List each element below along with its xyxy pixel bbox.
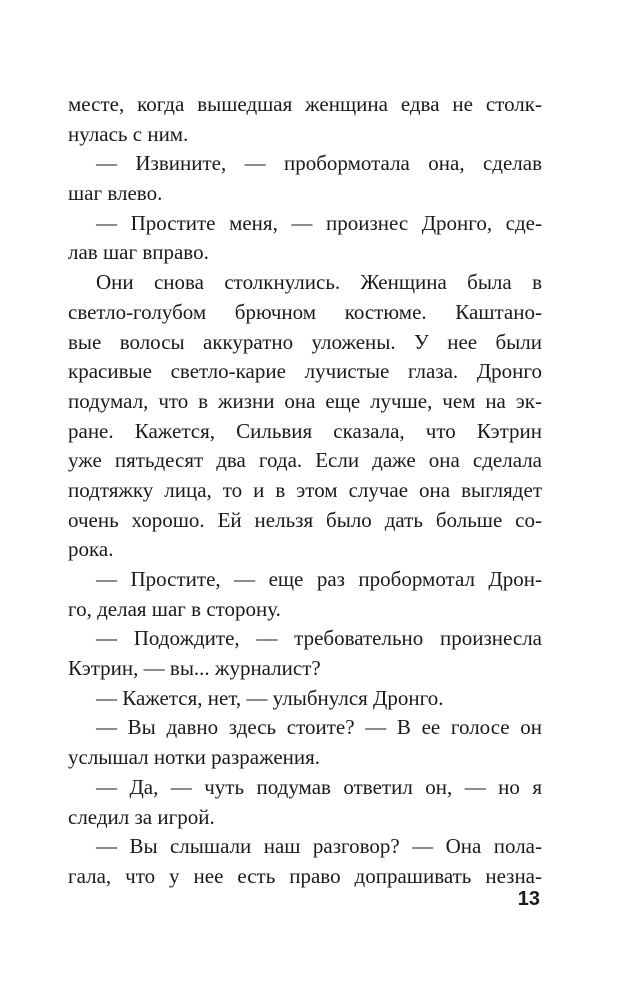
text-line: очень хорошо. Ей нельзя было дать больше со-	[68, 507, 542, 532]
text-line: рока.	[68, 537, 114, 562]
text-line: — Вы слышали наш разговор? — Она пола-	[96, 834, 542, 859]
page-body-text	[68, 90, 542, 892]
text-line: ране. Кажется, Сильвия сказала, что Кэтрин	[68, 418, 542, 443]
text-line: — Кажется, нет, — улыбнулся Дронго.	[96, 685, 444, 710]
text-line: гала, что у нее есть право допрашивать незна-	[68, 863, 542, 888]
text-line: Они снова столкнулись. Женщина была в	[96, 270, 542, 295]
text-line: месте, когда вышедшая женщина едва не столк-	[68, 92, 542, 116]
text-line: подумал, что в жизни она еще лучше, чем на эк-	[68, 388, 542, 413]
text-line: — Извините, — пробормотала она, сделав	[96, 151, 542, 176]
text-line: услышал нотки разражения.	[68, 745, 321, 770]
text-line: лав шаг вправо.	[68, 240, 209, 265]
text-line: следил за игрой.	[68, 804, 215, 829]
text-line: светло-голубом брючном костюме. Каштано-	[68, 299, 542, 324]
text-line: красивые светло-карие лучистые глаза. Дронго	[68, 359, 542, 384]
text-line: — Да, — чуть подумав ответил он, — но я	[96, 774, 542, 799]
text-line: Кэтрин, — вы... журналист?	[68, 656, 321, 681]
text-line: нулась с ним.	[68, 121, 189, 146]
text-line: вые волосы аккуратно уложены. У нее были	[68, 329, 542, 354]
text-line: го, делая шаг в сторону.	[68, 596, 281, 621]
text-line: подтяжку лица, то и в этом случае она выглядет	[68, 477, 542, 502]
text-line: — Вы давно здесь стоите? — В ее голосе он	[96, 715, 542, 740]
text-line: — Простите меня, — произнес Дронго, сде-	[96, 210, 542, 235]
text-line: уже пятьдесят два года. Если даже она сделала	[68, 448, 542, 473]
text-line: — Простите, — еще раз пробормотал Дрон-	[96, 567, 542, 591]
text-line: шаг влево.	[68, 181, 163, 206]
page-number: 13	[517, 888, 540, 910]
text-line: — Подождите, — требовательно произнесла	[96, 626, 542, 651]
